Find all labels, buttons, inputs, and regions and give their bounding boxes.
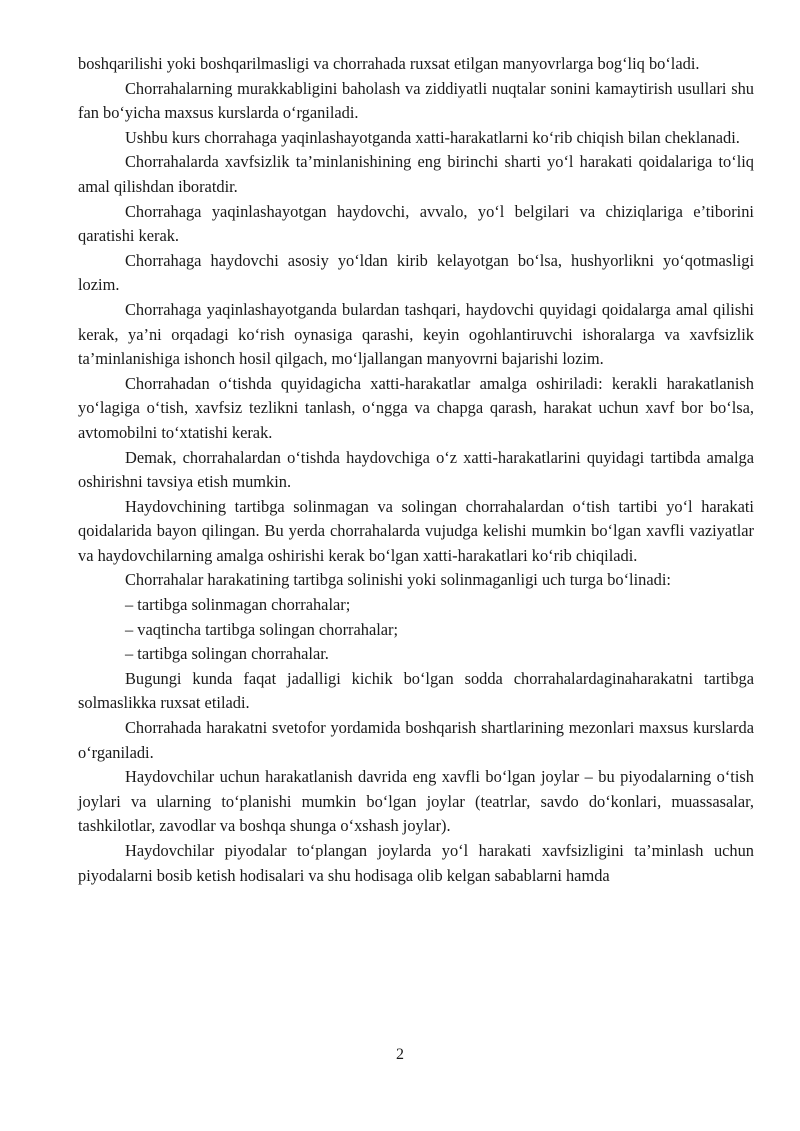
paragraph: Chorrahaga yaqinlashayotganda bulardan tashqari, haydovchi quyidagi qoidalarga amal qilishi kerak, ya’ni orqadagi ko‘rish oynasiga qarashi, keyin ogohlantiruvchi ishoralarga va xavfsizlik ta’minlanishiga ishonch hosil qilgach, mo‘ljallangan manyovrni bajarishi lozim.	[78, 299, 754, 369]
paragraph: Haydovchilar piyodalar to‘plangan joylarda yo‘l harakati xavfsizligini ta’minlash uchun piyodalarni bosib ketish hodisalari va shu hodisaga olib kelgan sabablarni hamda	[78, 841, 754, 885]
paragraph-continuation: boshqarilishi yoki boshqarilmasligi va chorrahada ruxsat etilgan manyovrlarga bog‘liq bo‘ladi.	[78, 54, 700, 73]
list-item: – vaqtincha tartibga solingan chorrahalar;	[125, 619, 399, 639]
paragraph: Chorrahalarda xavfsizlik ta’minlanishining eng birinchi sharti yo‘l harakati qoidalariga to‘liq amal qilishdan iboratdir.	[78, 152, 754, 196]
paragraph: Haydovchining tartibga solinmagan va solingan chorrahalardan o‘tish tartibi yo‘l harakati qoidalarida bayon qilingan. Bu yerda chorrahalarda vujudga kelishi mumkin bo‘lgan xavfli vaziyatlar va haydovchilarning amalga oshirishi kerak bo‘lgan xatti-harakatlari ko‘rib chiqiladi.	[78, 496, 754, 565]
paragraph: Chorrahalarning murakkabligini baholash va ziddiyatli nuqtalar sonini kamaytirish usullari shu fan bo‘yicha maxsus kurslarda o‘rganiladi.	[78, 78, 754, 123]
paragraph: Demak, chorrahalardan o‘tishda haydovchiga o‘z xatti-harakatlarini quyidagi tartibda amalga oshirishni tavsiya etish mumkin.	[78, 447, 754, 492]
paragraph: Chorrahaga yaqinlashayotgan haydovchi, avvalo, yo‘l belgilari va chiziqlariga e’tiborini qaratishi kerak.	[78, 201, 754, 246]
paragraph: Chorrahadan o‘tishda quyidagicha xatti-harakatlar amalga oshiriladi: kerakli harakatlanish yo‘lagiga o‘tish, xavfsiz tezlikni tanlash, o‘ngga va chapga qarash, harakat uchun xavf bor bo‘lsa, avtomobilni to‘xtatishi kerak.	[78, 373, 754, 442]
paragraph: Bugungi kunda faqat jadalligi kichik bo‘lgan sodda chorrahalardaginaharakatni tartibga solmaslikka ruxsat etiladi.	[78, 668, 754, 713]
paragraph: Chorrahalar harakatining tartibga solinishi yoki solinmaganligi uch turga bo‘linadi:	[125, 570, 671, 590]
paragraph: Chorrahada harakatni svetofor yordamida boshqarish shartlarining mezonlari maxsus kurslarda o‘rganiladi.	[78, 718, 754, 762]
paragraph: Haydovchilar uchun harakatlanish davrida eng xavfli bo‘lgan joylar – bu piyodalarning o‘tish joylari va ularning to‘planishi mumkin bo‘lgan joylar (teatrlar, savdo do‘konlari, muassasalar, tashkilotlar, zavodlar va boshqa shunga o‘xshash joylar).	[78, 767, 754, 836]
page-number: 2	[396, 1046, 404, 1063]
paragraph: Ushbu kurs chorrahaga yaqinlashayotganda xatti-harakatlarni ko‘rib chiqish bilan cheklanadi.	[125, 127, 740, 147]
paragraph: Chorrahaga haydovchi asosiy yo‘ldan kirib kelayotgan bo‘lsa, hushyorlikni yo‘qotmasligi lozim.	[78, 250, 754, 295]
list-item: – tartibga solinmagan chorrahalar;	[125, 595, 351, 615]
page-body	[78, 52, 754, 888]
list-item: – tartibga solingan chorrahalar.	[125, 644, 329, 664]
